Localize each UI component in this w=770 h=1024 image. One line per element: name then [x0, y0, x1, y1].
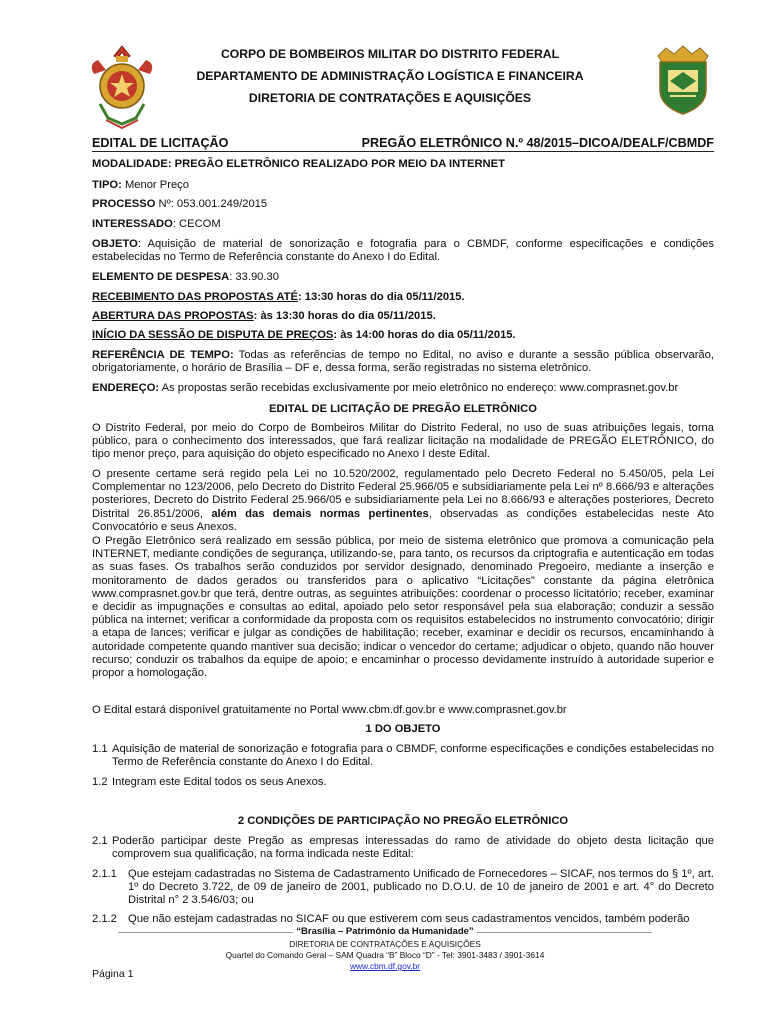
legal-basis-end: , observadas as condições estabelecidas neste Ato Convocatório e seus Anexos. — [92, 507, 715, 533]
tipo-value: Menor Preço — [121, 179, 189, 191]
page-number: Página 1 — [92, 968, 134, 980]
item-2-1-1 — [92, 868, 714, 908]
endereco-line — [92, 382, 714, 395]
section-title: EDITAL DE LICITAÇÃO DE PREGÃO ELETRÔNICO — [269, 403, 537, 415]
recebimento-value: : 13:30 horas do dia 05/11/2015. — [297, 291, 465, 303]
footer-address: Quartel do Comando Geral – SAM Quadra “B” Bloco “D” - Tel: 3901-3483 / 3901-3614 — [225, 950, 545, 960]
footer-motto-text: “Brasília – Patrimônio da Humanidade” — [293, 926, 476, 937]
item-text: Poderão participar deste Pregão as empresas interessadas do ramo de atividade do objeto desta licitação que comprovem sua qualificação, na forma indicada neste Edital: — [112, 835, 714, 861]
item-number: 2.1.1 — [92, 868, 117, 880]
pregao-number: PREGÃO ELETRÔNICO N.º 48/2015–DICOA/DEALF/CBMDF — [361, 136, 714, 150]
inicio-line — [92, 329, 714, 342]
interessado-line — [92, 218, 714, 231]
item-2-1 — [92, 835, 714, 861]
processo-line — [92, 198, 714, 211]
objeto-value: : Aquisição de material de sonorização e fotografia para o CBMDF, conforme especificações e condições estabelecidas no Termo de Referência constante do Anexo I do Edital. — [92, 238, 714, 264]
item-text: Que não estejam cadastradas no SICAF ou que estiverem com seus cadastramentos vencidos, também poderão — [128, 913, 690, 925]
objeto-label: OBJETO — [92, 238, 138, 250]
item-number: 1.1 — [92, 743, 108, 755]
abertura-value: : às 13:30 horas do dia 05/11/2015. — [253, 310, 436, 322]
interessado-value: : CECOM — [172, 218, 221, 230]
item-text: Que estejam cadastradas no Sistema de Cadastramento Unificado de Fornecedores – SICAF, nos termos do § 1º, art. 1º do Decreto 3.722, de 09 de janeiro de 2001, publicado no D.O.U. de 10 de janeiro de 2001 e art. 4° do Decreto Distrital n° 2 3.546/03; ou — [128, 868, 714, 907]
section-1-title: 1 DO OBJETO — [365, 723, 441, 735]
distrito-federal-crest-icon — [652, 42, 714, 118]
item-number: 1.2 — [92, 776, 108, 788]
item-text: Aquisição de material de sonorização e fotografia para o CBMDF, conforme especificações e condições estabelecidas no Termo de Referência constante do Anexo I do Edital. — [112, 743, 714, 769]
edital-title: EDITAL DE LICITAÇÃO — [92, 136, 229, 150]
header-department: DEPARTAMENTO DE ADMINISTRAÇÃO LOGÍSTICA E FINANCEIRA — [196, 69, 584, 83]
cbmdf-crest-icon — [86, 44, 158, 130]
header-org-name: CORPO DE BOMBEIROS MILITAR DO DISTRITO FEDERAL — [220, 47, 560, 61]
referencia-label: REFERÊNCIA DE TEMPO: — [92, 349, 234, 361]
intro-paragraph: O Distrito Federal, por meio do Corpo de Bombeiros Militar do Distrito Federal, no uso de suas atribuições legais, torna público, para o conhecimento dos interessados, que fará realizar licitação na modalidade de PREGÃO ELETRÔNICO, do tipo menor preço, para aquisição do objeto especificado no Anexo I deste Edital. — [92, 422, 714, 461]
legal-basis-bold: além das demais normas pertinentes — [211, 507, 429, 520]
recebimento-line — [92, 291, 714, 304]
item-2-1-2 — [92, 913, 714, 926]
modalidade-line: MODALIDADE: PREGÃO ELETRÔNICO REALIZADO POR MEIO DA INTERNET — [92, 158, 505, 170]
processo-value: Nº: 053.001.249/2015 — [155, 198, 268, 210]
item-text: Integram este Edital todos os seus Anexos. — [112, 776, 327, 788]
item-1-2 — [92, 776, 714, 789]
objeto-paragraph — [92, 238, 714, 264]
inicio-label: INÍCIO DA SESSÃO DE DISPUTA DE PREÇOS — [92, 329, 334, 341]
section-2-title: 2 CONDIÇÕES DE PARTICIPAÇÃO NO PREGÃO ELETRÔNICO — [237, 815, 569, 827]
header-directorate: DIRETORIA DE CONTRATAÇÕES E AQUISIÇÕES — [248, 91, 532, 105]
inicio-value: : às 14:00 horas do dia 05/11/2015. — [333, 329, 516, 341]
legal-basis-text: O presente certame será regido pela Lei no 10.520/2002, regulamentado pelo Decreto Federal no 5.450/05, pela Lei Complementar no 123/2006, pelo Decreto do Distrito Federal 25.966/05 e subsidiariamente pela Lei nº 8.666/93 e alterações posteriores, Decreto do Distrito Federal 25.966/05 e subsidiariamente pela Lei no 8.666/93 e alterações posteriores, Decreto Distrital 26.851/2006, — [92, 468, 714, 520]
item-number: 2.1.2 — [92, 913, 117, 925]
availability-paragraph: O Edital estará disponível gratuitamente no Portal www.cbm.df.gov.br e www.comprasnet.gov.br — [92, 704, 567, 716]
abertura-line — [92, 310, 714, 323]
abertura-label: ABERTURA DAS PROPOSTAS — [92, 310, 254, 322]
endereco-label: ENDEREÇO: — [92, 382, 160, 394]
referencia-value: Todas as referências de tempo no Edital, no aviso e durante a sessão pública observarão, obrigatoriamente, o horário de Brasília – DF e, dessa forma, serão registradas no sistema eletrônico. — [92, 349, 714, 375]
footer-directorate: DIRETORIA DE CONTRATAÇÕES E AQUISIÇÕES — [289, 939, 481, 949]
procedure-paragraph: O Pregão Eletrônico será realizado em sessão pública, por meio de sistema eletrônico que promova a comunicação pela INTERNET, mediante condições de segurança, utilizando-se, para tanto, os recursos da criptografia e autenticação em todas as suas fases. Os trabalhos serão conduzidos por servidor designado, denominado Pregoeiro, mediante a inserção e monitoramento de dados gerados ou transferidos para o aplicativo “Licitações” constante da página eletrônica www.comprasnet.gov.br que terá, dentre outras, as seguintes atribuições: coordenar o processo licitatório; receber, examinar e decidir as impugnações e consultas ao edital, apoiado pelo setor responsável pela sua elaboração; conduzir a sessão pública na internet; verificar a conformidade da proposta com os requisitos estabelecidos no instrumento convocatório; dirigir a etapa de lances; verificar e julgar as condições de habilitação; receber, examinar e decidir os recursos, encaminhando à autoridade competente quando mantiver sua decisão; indicar o vencedor do certame; adjudicar o objeto, quando não houver recurso; conduzir os trabalhos da equipe de apoio; e encaminhar o processo devidamente instruído à autoridade superior e propor a homologação. — [92, 535, 714, 680]
elemento-value: : 33.90.30 — [229, 271, 279, 283]
item-number: 2.1 — [92, 835, 108, 847]
recebimento-label: RECEBIMENTO DAS PROPOSTAS ATÉ — [92, 291, 298, 303]
endereco-value: As propostas serão recebidas exclusivamente por meio eletrônico no endereço: www.comprasnet.gov.br — [159, 382, 679, 394]
tipo-label: TIPO: — [92, 179, 122, 191]
legal-basis-paragraph — [92, 468, 714, 534]
interessado-label: INTERESSADO — [92, 218, 173, 230]
tipo-line — [92, 179, 714, 192]
footer-website-link[interactable]: www.cbm.df.gov.br — [349, 961, 421, 971]
title-divider — [92, 151, 714, 152]
item-1-1 — [92, 743, 714, 769]
elemento-line — [92, 271, 714, 284]
elemento-label: ELEMENTO DE DESPESA — [92, 271, 230, 283]
referencia-paragraph — [92, 349, 714, 375]
footer-motto — [0, 926, 770, 937]
processo-label: PROCESSO — [92, 198, 156, 210]
